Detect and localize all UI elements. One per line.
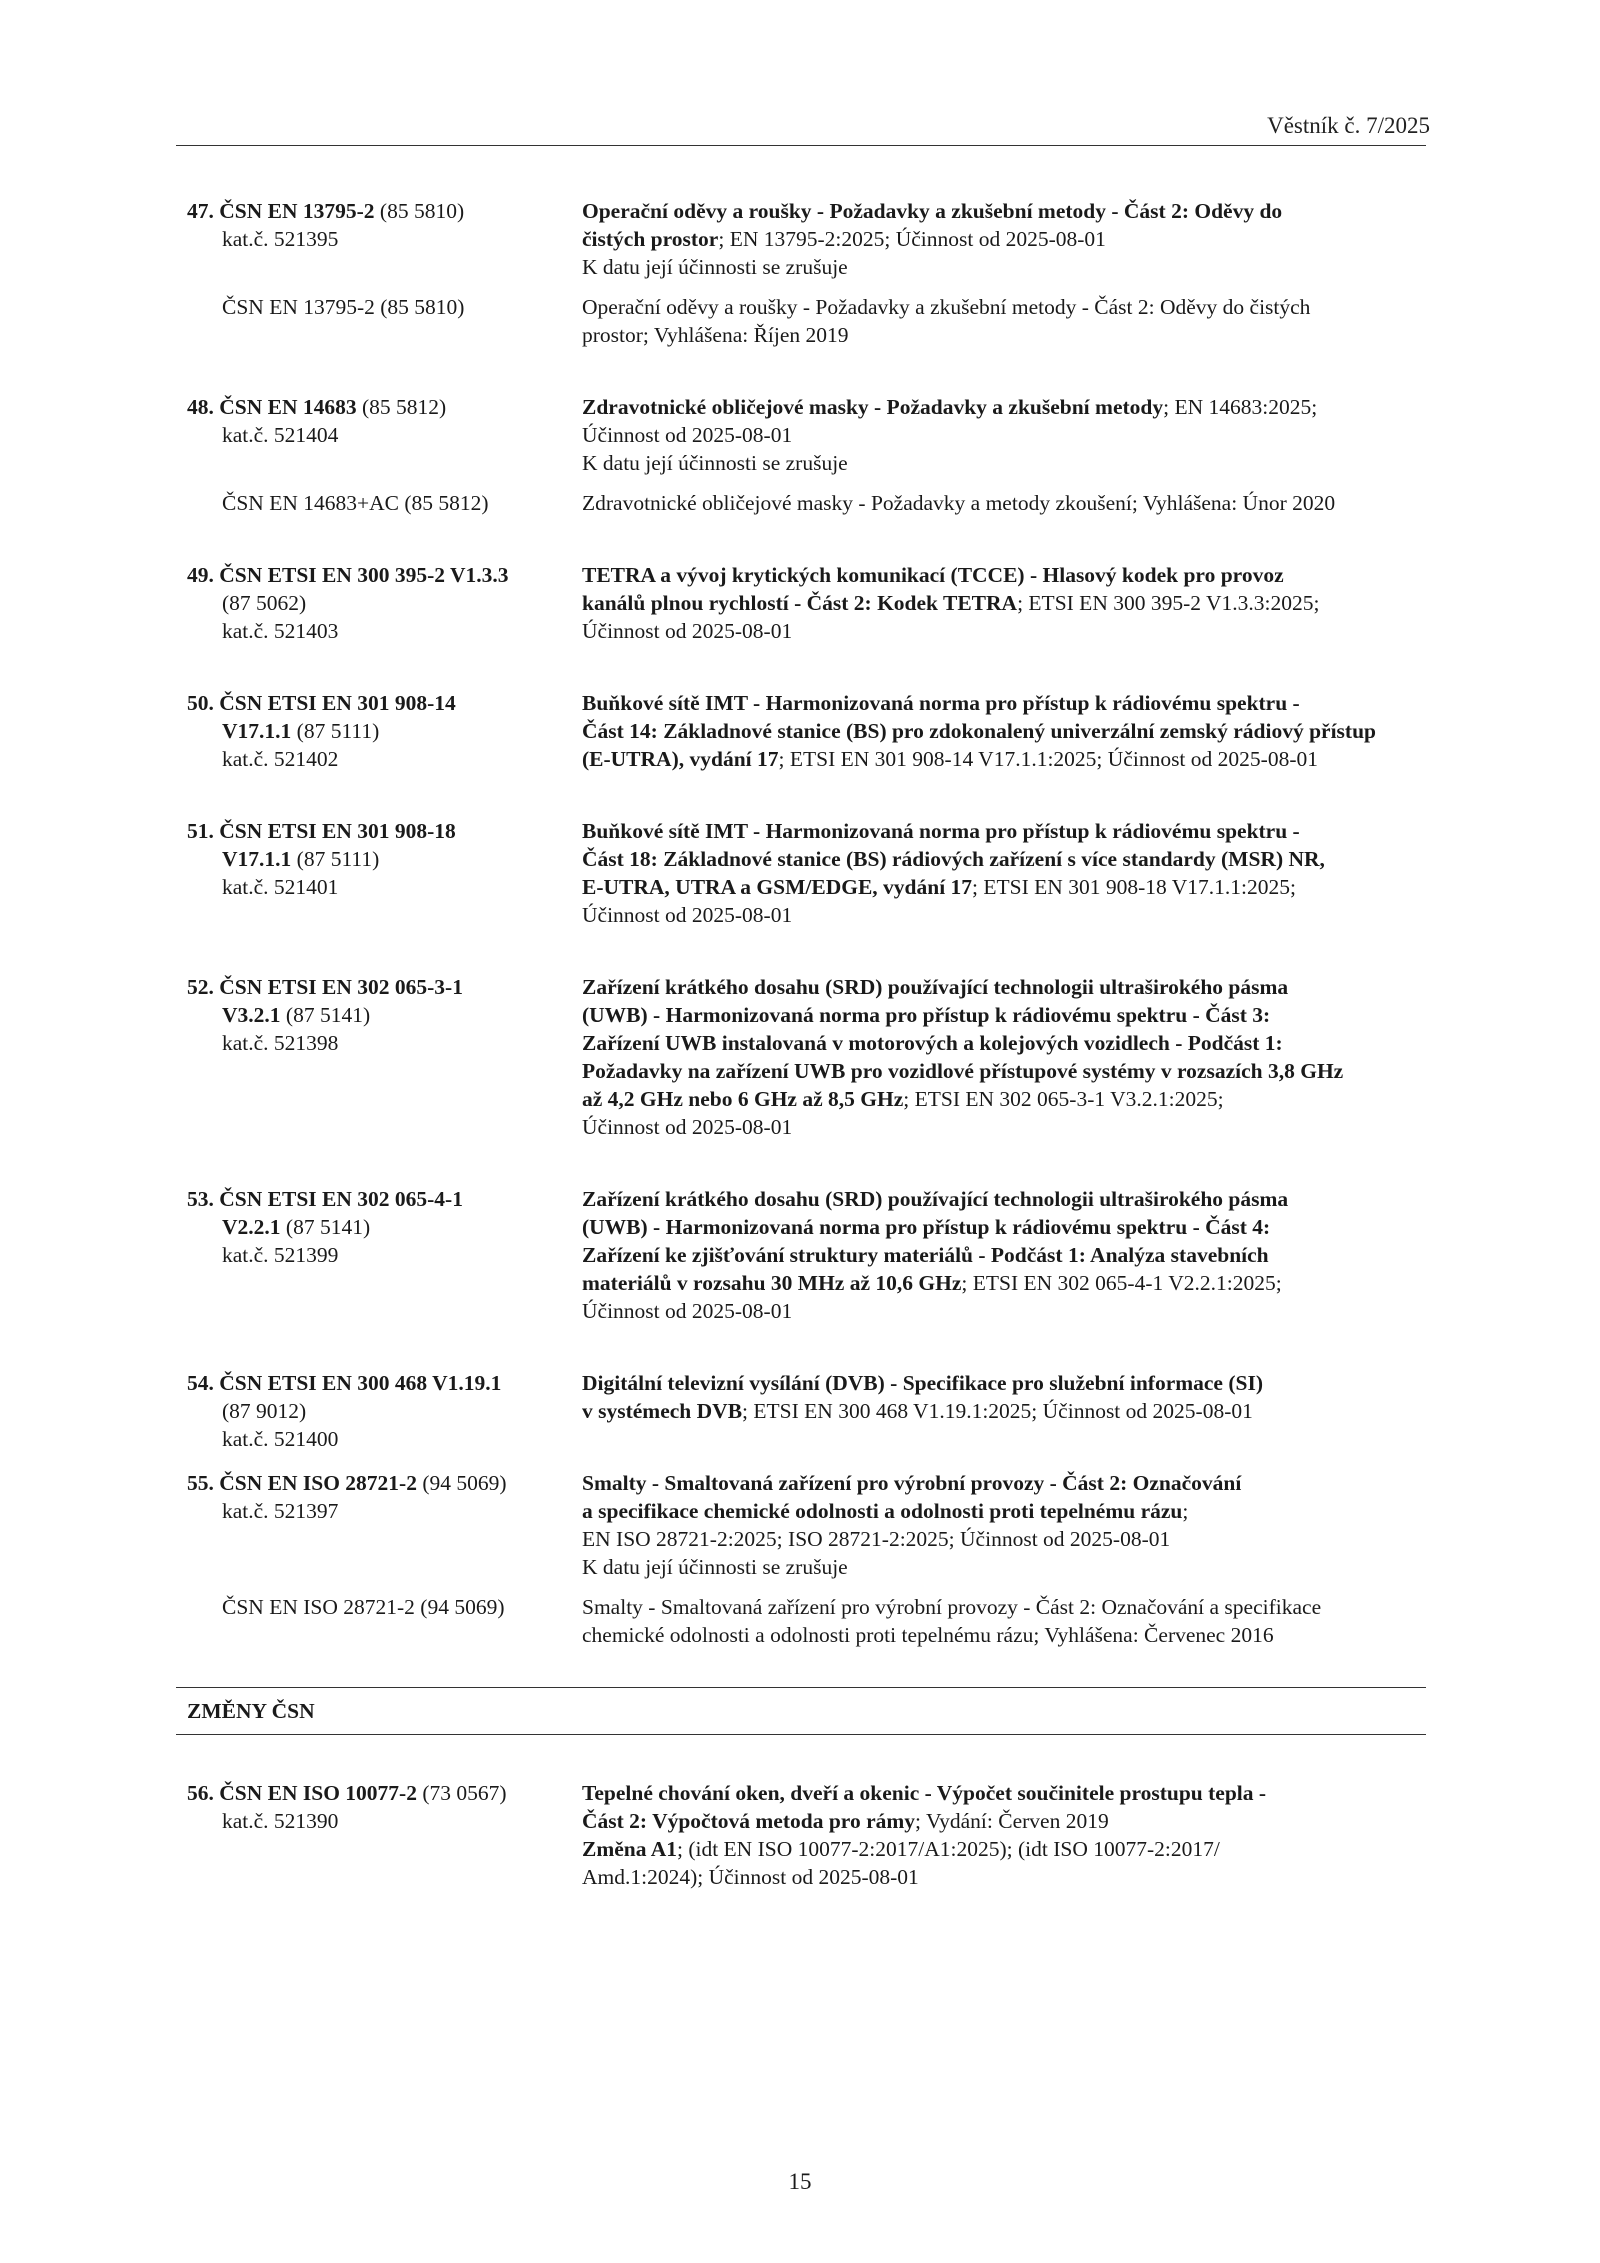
- superseded-line: Smalty - Smaltovaná zařízení pro výrobní provozy - Část 2: Označování a specifikace: [582, 1595, 1322, 1619]
- superseded-standard: [0, 489, 1600, 517]
- entry-code: ČSN EN ISO 10077-2: [219, 1781, 417, 1805]
- entry-detail: ; EN 14683:2025;: [1163, 395, 1318, 419]
- superseded-code: ČSN EN 13795-2 (85 5810): [222, 295, 465, 319]
- entry-detail: Amd.1:2024); Účinnost od 2025-08-01: [582, 1865, 919, 1889]
- entry-title-line: Zařízení ke zjišťování struktury materiálů - Podčást 1: Analýza stavebních: [582, 1243, 1269, 1267]
- entry-class: (87 5062): [222, 591, 307, 615]
- entry-detail: ; ETSI EN 300 395-2 V1.3.3:2025;: [1017, 591, 1320, 615]
- entry-row: [0, 197, 1600, 281]
- entry-detail: ; Vydání: Červen 2019: [915, 1809, 1109, 1833]
- entry-title-line: Požadavky na zařízení UWB pro vozidlové přístupové systémy v rozsazích 3,8 GHz: [582, 1059, 1344, 1083]
- entry-row: [0, 1369, 1600, 1451]
- entry-code-continued: [187, 717, 567, 745]
- standard-entry: [0, 817, 1600, 929]
- entry-identifier-line: [187, 691, 456, 715]
- entry-identifier: [187, 973, 567, 1057]
- entry-title-line: Část 14: Základnové stanice (BS) pro zdokonalený univerzální zemský rádiový přístup: [582, 719, 1376, 743]
- entry-title-line: Buňkové sítě IMT - Harmonizovaná norma pro přístup k rádiovému spektru -: [582, 691, 1300, 715]
- entry-detail: K datu její účinnosti se zrušuje: [582, 451, 848, 475]
- entry-detail: K datu její účinnosti se zrušuje: [582, 255, 848, 279]
- section-rule-bottom: [176, 1734, 1426, 1735]
- entry-identifier: [187, 1469, 567, 1525]
- entry-title-line: Digitální televizní vysílání (DVB) - Specifikace pro služební informace (SI): [582, 1371, 1263, 1395]
- entry-identifier: [187, 561, 567, 645]
- description-line: [582, 561, 1432, 589]
- entry-detail: Účinnost od 2025-08-01: [582, 903, 793, 927]
- entry-title-line: Zařízení UWB instalovaná v motorových a kolejových vozidlech - Podčást 1:: [582, 1031, 1283, 1055]
- description-line: [582, 1085, 1432, 1113]
- entry-kat: kat.č. 521404: [222, 423, 339, 447]
- entry-kat: kat.č. 521395: [222, 227, 339, 251]
- entry-number: 54.: [187, 1371, 214, 1395]
- entry-number: 52.: [187, 975, 214, 999]
- header-rule: [176, 145, 1426, 146]
- entry-identifier-line: [187, 975, 463, 999]
- entry-row: [0, 1469, 1600, 1581]
- description-line: [582, 1497, 1432, 1525]
- entry-title-line: (UWB) - Harmonizovaná norma pro přístup k rádiovému spektru - Část 4:: [582, 1215, 1271, 1239]
- entry-title-line: (UWB) - Harmonizovaná norma pro přístup k rádiovému spektru - Část 3:: [582, 1003, 1271, 1027]
- entry-kat: kat.č. 521402: [222, 747, 339, 771]
- superseded-line: Operační oděvy a roušky - Požadavky a zkušební metody - Část 2: Oděvy do čistých: [582, 295, 1311, 319]
- entry-number: 51.: [187, 819, 214, 843]
- entry-description: [582, 393, 1432, 477]
- superseded-code: ČSN EN ISO 28721-2 (94 5069): [222, 1595, 505, 1619]
- entry-title-line: Část 2: Výpočtová metoda pro rámy: [582, 1809, 916, 1833]
- entry-code: ČSN ETSI EN 300 395-2 V1.3.3: [219, 563, 509, 587]
- entry-title-line: čistých prostor: [582, 227, 719, 251]
- entry-number: 49.: [187, 563, 214, 587]
- entry-detail: ; EN 13795-2:2025; Účinnost od 2025-08-01: [718, 227, 1106, 251]
- entry-detail: Účinnost od 2025-08-01: [582, 423, 793, 447]
- entry-title-line: TETRA a vývoj krytických komunikací (TCCE) - Hlasový kodek pro provoz: [582, 563, 1284, 587]
- entry-code: ČSN EN 13795-2: [219, 199, 375, 223]
- entry-row: [0, 689, 1600, 773]
- entry-detail: ; ETSI EN 301 908-14 V17.1.1:2025; Účinnost od 2025-08-01: [778, 747, 1318, 771]
- entry-version: V17.1.1: [222, 847, 292, 871]
- description-line: [582, 845, 1432, 873]
- description-line: [582, 225, 1432, 253]
- entry-row: [0, 393, 1600, 477]
- entry-identifier: [187, 393, 567, 449]
- entry-title-line: a specifikace chemické odolnosti a odolnosti proti tepelnému rázu: [582, 1499, 1183, 1523]
- entry-class: (73 0567): [422, 1781, 507, 1805]
- superseded-line: Zdravotnické obličejové masky - Požadavky a metody zkoušení; Vyhlášena: Únor 2020: [582, 491, 1336, 515]
- entry-number: 48.: [187, 395, 214, 419]
- description-line: [582, 1185, 1432, 1213]
- standard-entry: [0, 689, 1600, 773]
- entry-title-line: Tepelné chování oken, dveří a okenic - Výpočet součinitele prostupu tepla -: [582, 1781, 1267, 1805]
- entry-detail: K datu její účinnosti se zrušuje: [582, 1555, 848, 1579]
- entry-description: [582, 1185, 1432, 1325]
- description-line: [582, 689, 1432, 717]
- standard-entry: [0, 197, 1600, 349]
- standard-entry: [0, 973, 1600, 1141]
- entry-title-line: Buňkové sítě IMT - Harmonizovaná norma pro přístup k rádiovému spektru -: [582, 819, 1300, 843]
- entry-title-line: Smalty - Smaltovaná zařízení pro výrobní provozy - Část 2: Označování: [582, 1471, 1242, 1495]
- entry-number: 56.: [187, 1781, 214, 1805]
- entry-detail: Účinnost od 2025-08-01: [582, 1299, 793, 1323]
- entry-identifier-line: [187, 1371, 501, 1395]
- entry-class: (87 5141): [285, 1003, 371, 1027]
- entry-description: [582, 817, 1432, 929]
- entry-detail: EN ISO 28721-2:2025; ISO 28721-2:2025; Účinnost od 2025-08-01: [582, 1527, 1171, 1551]
- entry-class: (87 5111): [296, 847, 380, 871]
- entry-number: 53.: [187, 1187, 214, 1211]
- entry-detail: ; ETSI EN 302 065-4-1 V2.2.1:2025;: [961, 1271, 1282, 1295]
- entry-identifier: [187, 817, 567, 901]
- entry-code: ČSN EN 14683: [219, 395, 357, 419]
- entry-code-continued: [187, 845, 567, 873]
- entry-code-continued: [187, 589, 567, 617]
- standard-entry: [0, 561, 1600, 645]
- description-line: [582, 1001, 1432, 1029]
- entry-description: [582, 689, 1432, 773]
- entry-version: V2.2.1: [222, 1215, 281, 1239]
- entry-detail: Účinnost od 2025-08-01: [582, 619, 793, 643]
- entry-identifier-line: [187, 1471, 507, 1495]
- entry-kat: kat.č. 521401: [222, 875, 339, 899]
- entry-class: (94 5069): [422, 1471, 507, 1495]
- entry-class: (87 5111): [296, 719, 380, 743]
- entry-title-line: Operační oděvy a roušky - Požadavky a zkušební metody - Část 2: Oděvy do: [582, 199, 1283, 223]
- entry-title-line: až 4,2 GHz nebo 6 GHz až 8,5 GHz: [582, 1087, 904, 1111]
- entry-row: [0, 817, 1600, 929]
- entry-identifier: [187, 1369, 567, 1453]
- entry-detail: ; (idt EN ISO 10077-2:2017/A1:2025); (idt ISO 10077-2:2017/: [676, 1837, 1220, 1861]
- superseded-description: [582, 293, 1432, 349]
- standard-entry: [0, 1369, 1600, 1451]
- section-rule-top: [176, 1687, 1426, 1688]
- entry-identifier-line: [187, 819, 456, 843]
- superseded-description: [582, 489, 1432, 517]
- superseded-standard: [0, 293, 1600, 349]
- entry-title-line: materiálů v rozsahu 30 MHz až 10,6 GHz: [582, 1271, 962, 1295]
- entry-identifier-line: [187, 563, 509, 587]
- superseded-line: chemické odolnosti a odolnosti proti tepelnému rázu; Vyhlášena: Červenec 2016: [582, 1623, 1274, 1647]
- entry-code: ČSN ETSI EN 300 468 V1.19.1: [219, 1371, 502, 1395]
- entry-code-continued: [187, 1213, 567, 1241]
- description-line: [582, 1397, 1432, 1425]
- entry-identifier: [187, 1779, 567, 1835]
- entry-code-continued: [187, 1397, 567, 1425]
- entry-code: ČSN ETSI EN 301 908-14: [219, 691, 456, 715]
- superseded-standard: [0, 1593, 1600, 1649]
- entry-title-line: Zařízení krátkého dosahu (SRD) používající technologii ultraširokého pásma: [582, 1187, 1289, 1211]
- entry-description: [582, 561, 1432, 645]
- description-line: [582, 393, 1432, 421]
- standard-entry: [0, 393, 1600, 517]
- entry-class: (85 5810): [379, 199, 465, 223]
- entry-code: ČSN ETSI EN 301 908-18: [219, 819, 456, 843]
- entry-description: [582, 1369, 1432, 1425]
- entry-code: ČSN ETSI EN 302 065-3-1: [219, 975, 463, 999]
- change-entry: [0, 1779, 1600, 1891]
- entry-code-continued: [187, 1001, 567, 1029]
- entry-number: 55.: [187, 1471, 214, 1495]
- entry-kat: kat.č. 521403: [222, 619, 339, 643]
- description-line: [582, 717, 1432, 745]
- entry-class: (87 5141): [285, 1215, 371, 1239]
- entry-class: (87 9012): [222, 1399, 307, 1423]
- entry-identifier-line: [187, 1187, 463, 1211]
- entry-detail: ; ETSI EN 301 908-18 V17.1.1:2025;: [972, 875, 1296, 899]
- entry-identifier-line: [187, 199, 464, 223]
- description-line: [582, 589, 1432, 617]
- section-label: ZMĚNY ČSN: [187, 1699, 315, 1723]
- superseded-code: ČSN EN 14683+AC (85 5812): [222, 491, 489, 515]
- description-line: [582, 1029, 1432, 1057]
- entry-kat: kat.č. 521398: [222, 1031, 339, 1055]
- entry-row: [0, 1185, 1600, 1325]
- entry-detail: Účinnost od 2025-08-01: [582, 1115, 793, 1139]
- description-line: [582, 1057, 1432, 1085]
- description-line: [582, 873, 1432, 901]
- standard-entry: [0, 1469, 1600, 1649]
- entry-kat: kat.č. 521390: [222, 1809, 339, 1833]
- entry-class: (85 5812): [362, 395, 447, 419]
- entry-kat: kat.č. 521400: [222, 1427, 339, 1451]
- standard-entry: [0, 1185, 1600, 1325]
- entry-title-line: Zařízení krátkého dosahu (SRD) používající technologii ultraširokého pásma: [582, 975, 1289, 999]
- entry-kat: kat.č. 521399: [222, 1243, 339, 1267]
- entry-title-line: E-UTRA, UTRA a GSM/EDGE, vydání 17: [582, 875, 973, 899]
- entry-title-line: Zdravotnické obličejové masky - Požadavky a zkušební metody: [582, 395, 1164, 419]
- description-line: [582, 745, 1432, 773]
- description-line: [582, 1213, 1432, 1241]
- amendment-label: Změna A1: [582, 1837, 677, 1861]
- entry-row: [0, 973, 1600, 1141]
- description-line: [582, 1469, 1432, 1497]
- entry-detail: ; ETSI EN 302 065-3-1 V3.2.1:2025;: [903, 1087, 1224, 1111]
- description-line: [582, 1269, 1432, 1297]
- entry-kat: kat.č. 521397: [222, 1499, 339, 1523]
- entry-title-line: (E-UTRA), vydání 17: [582, 747, 779, 771]
- description-line: [582, 1369, 1432, 1397]
- entry-description: [582, 973, 1432, 1141]
- entry-row: [0, 561, 1600, 645]
- page-number: 15: [788, 2169, 812, 2194]
- description-line: [582, 817, 1432, 845]
- entry-identifier: [187, 197, 567, 253]
- entry-title-line: kanálů plnou rychlostí - Část 2: Kodek TETRA: [582, 591, 1018, 615]
- changes-section-header: [176, 1687, 1426, 1735]
- superseded-description: [582, 1593, 1432, 1649]
- entry-description: [582, 1469, 1432, 1581]
- entry-identifier: [187, 1185, 567, 1269]
- entry-number: 50.: [187, 691, 214, 715]
- entry-code: ČSN EN ISO 28721-2: [219, 1471, 417, 1495]
- entry-identifier-line: [187, 395, 446, 419]
- entry-code: ČSN ETSI EN 302 065-4-1: [219, 1187, 463, 1211]
- entry-detail: ; ETSI EN 300 468 V1.19.1:2025; Účinnost od 2025-08-01: [742, 1399, 1253, 1423]
- bulletin-header: Věstník č. 7/2025: [1267, 113, 1430, 138]
- entry-detail: ;: [1182, 1499, 1189, 1523]
- entry-description: [582, 197, 1432, 281]
- description-line: [582, 973, 1432, 1001]
- description-line: [582, 197, 1432, 225]
- entry-description: [582, 1779, 1432, 1891]
- entry-title-line: v systémech DVB: [582, 1399, 743, 1423]
- entry-version: V17.1.1: [222, 719, 292, 743]
- superseded-line: prostor; Vyhlášena: Říjen 2019: [582, 323, 849, 347]
- entry-title-line: Část 18: Základnové stanice (BS) rádiových zařízení s více standardy (MSR) NR,: [582, 847, 1325, 871]
- entry-version: V3.2.1: [222, 1003, 281, 1027]
- entry-number: 47.: [187, 199, 214, 223]
- entry-identifier: [187, 689, 567, 773]
- description-line: [582, 1241, 1432, 1269]
- standards-list: [0, 197, 1600, 1649]
